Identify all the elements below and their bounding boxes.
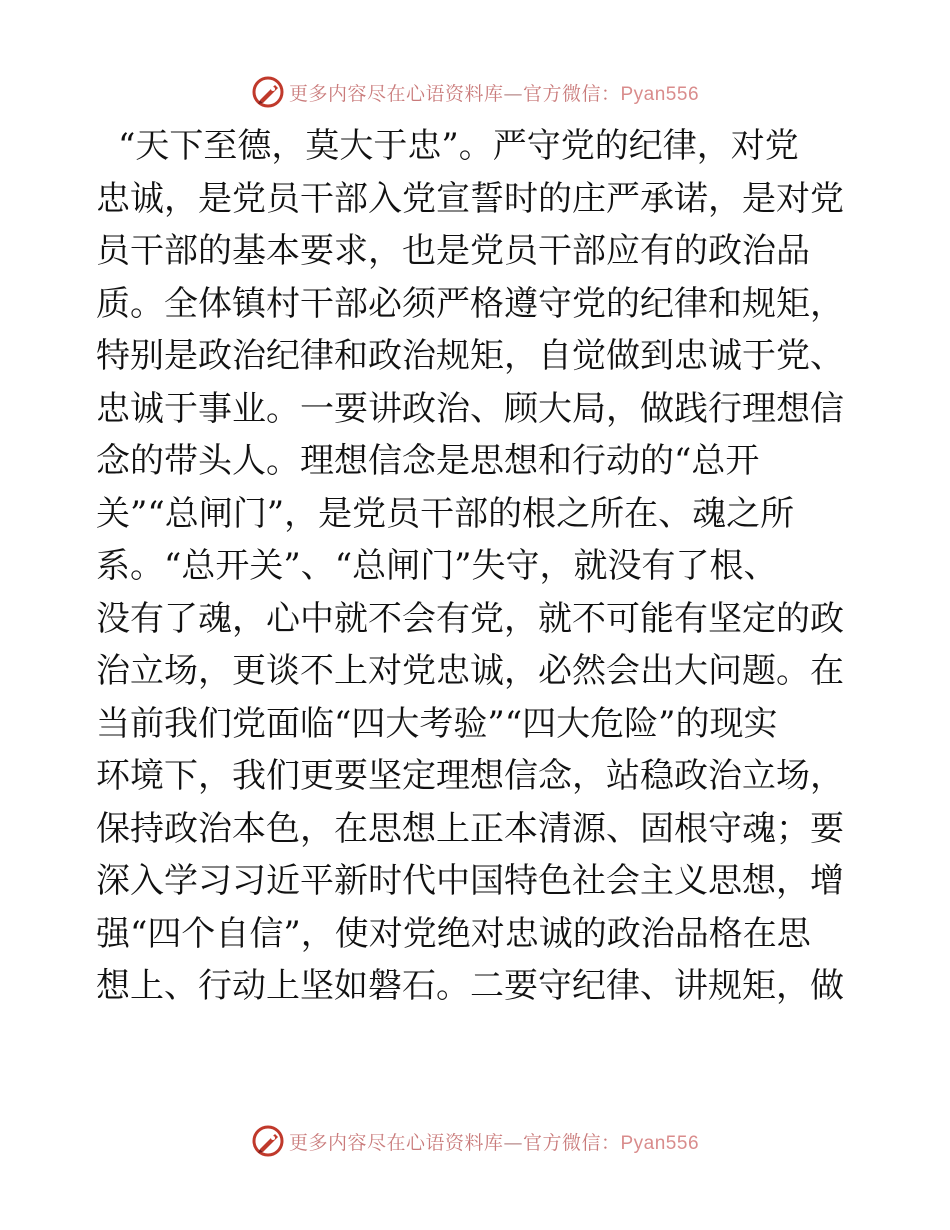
paragraph-line: 当前我们党面临“四大考验”“四大危险”的现实	[96, 703, 778, 744]
paragraph-line: 系。“总开关”、“总闸门”失守，就没有了根、	[96, 546, 778, 586]
watermark-wechat-label: 官方微信：	[522, 82, 621, 105]
watermark-wechat-label: 官方微信：	[522, 1131, 621, 1154]
footer-watermark	[0, 1121, 950, 1161]
paragraph-line: “天下至德，莫大于忠”。严守党的纪律，对党	[118, 126, 799, 166]
header-watermark	[0, 72, 950, 112]
watermark-main-text: 更多内容尽在心语资料库	[288, 82, 504, 105]
watermark-wechat-id: Pyan556	[620, 1132, 700, 1154]
paragraph-line: 忠诚，是党员干部入党宣誓时的庄严承诺，是对党	[96, 178, 844, 219]
paragraph-line: 强“四个自信”，使对党绝对忠诚的政治品格在思	[96, 913, 811, 954]
paragraph-line: 想上、行动上坚如磐石。二要守纪律、讲规矩，做	[96, 966, 844, 1006]
paragraph-line: 质。全体镇村干部必须严格遵守党的纪律和规矩，	[96, 283, 844, 324]
watermark-main-text: 更多内容尽在心语资料库	[288, 1131, 504, 1154]
watermark-content	[251, 1124, 699, 1158]
watermark-text	[289, 79, 699, 106]
paragraph-line: 没有了魂，心中就不会有党，就不可能有坚定的政	[96, 598, 844, 639]
pen-logo-icon	[251, 75, 285, 109]
paragraph-line: 特别是政治纪律和政治规矩，自觉做到忠诚于党、	[96, 336, 844, 376]
paragraph-line: 念的带头人。理想信念是思想和行动的“总开	[96, 441, 760, 481]
paragraph-line: 治立场，更谈不上对党忠诚，必然会出大问题。在	[96, 651, 844, 691]
watermark-dash: —	[503, 1131, 523, 1154]
paragraph-line: 深入学习习近平新时代中国特色社会主义思想，增	[96, 861, 844, 901]
watermark-content	[251, 75, 699, 109]
body-paragraph	[96, 120, 856, 1013]
pen-logo-icon	[251, 1124, 285, 1158]
paragraph-line: 环境下，我们更要坚定理想信念，站稳政治立场，	[96, 756, 844, 796]
watermark-text	[289, 1128, 699, 1155]
watermark-dash: —	[503, 82, 523, 105]
paragraph-line: 保持政治本色，在思想上正本清源、固根守魂；要	[96, 808, 844, 849]
paragraph-line: 员干部的基本要求，也是党员干部应有的政治品	[96, 231, 810, 271]
paragraph-line: 关”“总闸门”，是党员干部的根之所在、魂之所	[96, 493, 795, 534]
watermark-wechat-id: Pyan556	[620, 83, 700, 105]
paragraph-line: 忠诚于事业。一要讲政治、顾大局，做践行理想信	[96, 388, 844, 429]
